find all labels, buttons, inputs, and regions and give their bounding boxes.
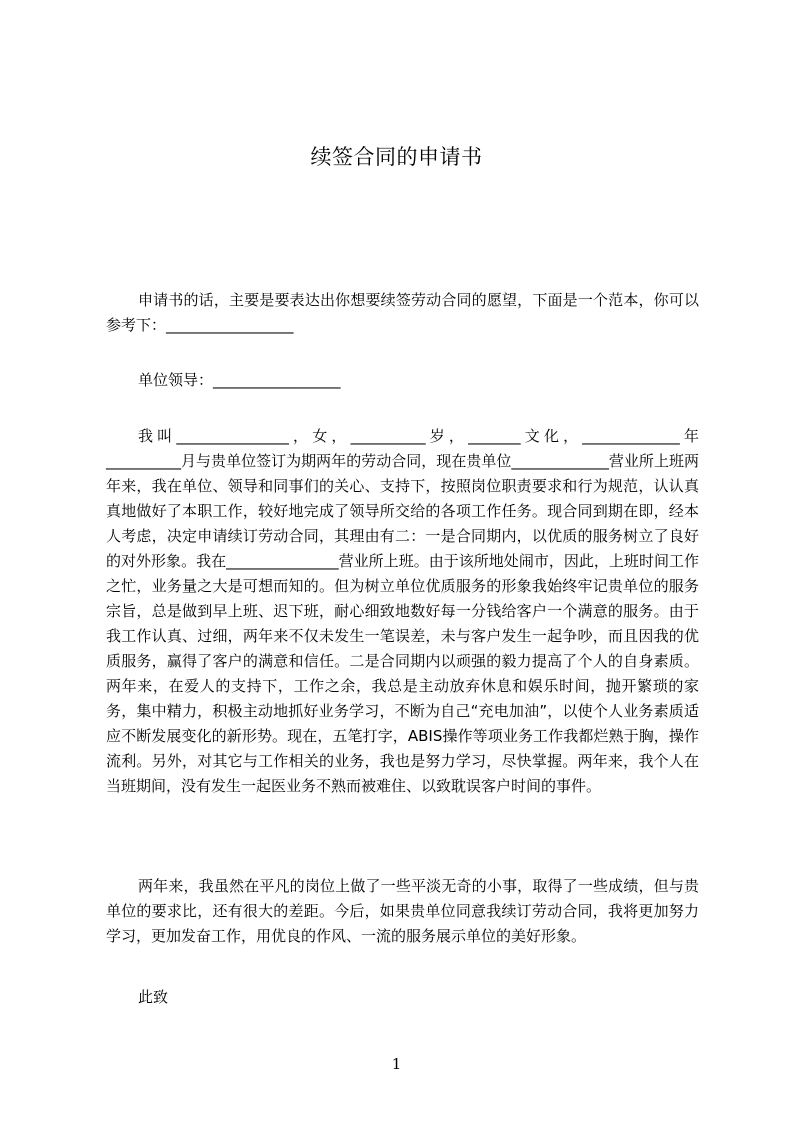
regards-line: 此致 bbox=[138, 988, 169, 1006]
salutation-line: 单位领导：_________________ bbox=[138, 371, 341, 389]
intro-paragraph: 申请书的话，主要是要表达出你想要续签劳动合同的愿望，下面是一个范本，你可以参考下：_________________ bbox=[106, 291, 699, 334]
main-body-paragraph: 我叫_______________，女，__________岁，_______文化，_____________年__________月与贵单位签订为期两年的劳动合同，现在贵单位_____________营业所上班两年来，我在单位、领导和同事们的关心、支持下，按照岗位职责要求和行为规范，认认真真地做好了本职工作，较好地完成了领导所交给的各项工作任务。现合同到期在即，经本人考虑，决定申请续订劳动合同，其理由有二：一是合同期内，以优质的服务树立了良好的对外形象。我在_______________营业所上班。由于该所地处闹市，因此，上班时间工作之忙，业务量之大是可想而知的。但为树立单位优质服务的形象我始终牢记贵单位的服务宗旨，总是做到早上班、迟下班，耐心细致地数好每一分钱给客户一个满意的服务。由于我工作认真、过细，两年来不仅未发生一笔误差，未与客户发生一起争吵，而且因我的优质服务，赢得了客户的满意和信任。二是合同期内以顽强的毅力提高了个人的自身素质。两年来，在爱人的支持下，工作之余，我总是主动放弃休息和娱乐时间，抛开繁琐的家务，集中精力，积极主动地抓好业务学习，不断为自己“充电加油”，以使个人业务素质适应不断发展变化的新形势。现在，五笔打字，ABIS操作等项业务工作我都烂熟于胸，操作流利。另外，对其它与工作相关的业务，我也是努力学习，尽快掌握。两年来，我个人在当班期间，没有发生一起医业务不熟而被难住、以致耽误客户时间的事件。 bbox=[106, 427, 699, 795]
document-title: 续签合同的申请书 bbox=[310, 145, 483, 169]
page-number: 1 bbox=[391, 1055, 402, 1073]
closing-paragraph: 两年来，我虽然在平凡的岗位上做了一些平淡无奇的小事，取得了一些成绩，但与贵单位的要求比，还有很大的差距。今后，如果贵单位同意我续订劳动合同，我将更加努力学习，更加发奋工作，用优良的作风、一流的服务展示单位的美好形象。 bbox=[106, 877, 699, 945]
